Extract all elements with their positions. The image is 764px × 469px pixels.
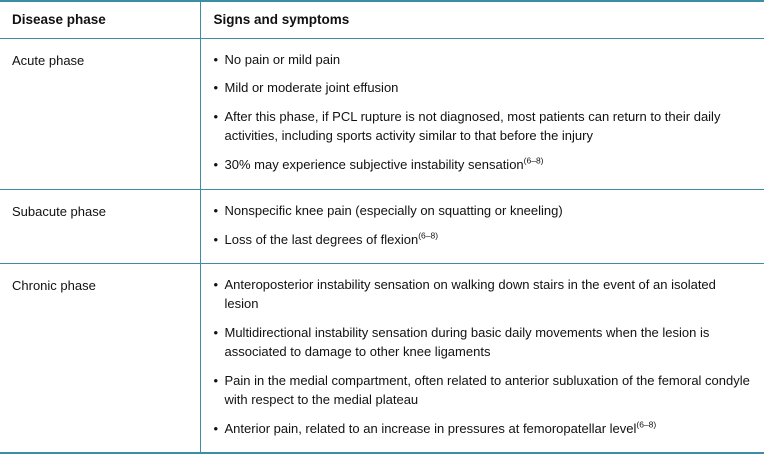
list-item — [214, 231, 751, 250]
column-header-disease-phase: Disease phase — [0, 1, 200, 38]
table-body — [0, 38, 764, 453]
table-row — [0, 189, 764, 264]
symptom-list — [214, 276, 751, 438]
list-item — [214, 108, 751, 146]
list-item — [214, 420, 751, 439]
symptom-text: Pain in the medial compartment, often related to anterior subluxation of the femoral condyle with respect to the medial plateau — [224, 372, 750, 407]
list-item — [214, 276, 751, 314]
list-item — [214, 156, 751, 175]
table-header-row — [0, 1, 764, 38]
citation-reference: (6–8) — [418, 230, 439, 241]
table-row — [0, 264, 764, 453]
symptom-text: Multidirectional instability sensation during basic daily movements when the lesion is associated to damage to other knee ligaments — [224, 325, 710, 359]
cell-signs-and-symptoms — [200, 264, 764, 453]
cell-disease-phase: Subacute phase — [0, 189, 200, 264]
column-header-signs-and-symptoms: Signs and symptoms — [200, 1, 764, 38]
symptom-text: Nonspecific knee pain (especially on squatting or kneeling) — [224, 202, 563, 218]
symptom-text: Anteroposterior instability sensation on walking down stairs in the event of an isolated lesion — [224, 277, 716, 312]
symptom-text: 30% may experience subjective instability sensation — [224, 156, 524, 172]
symptom-text: Mild or moderate joint effusion — [224, 80, 399, 96]
symptom-list — [214, 202, 751, 250]
symptom-text: Loss of the last degrees of flexion — [224, 231, 419, 247]
cell-signs-and-symptoms — [200, 38, 764, 189]
list-item — [214, 372, 751, 410]
symptom-text: No pain or mild pain — [224, 51, 341, 67]
list-item — [214, 79, 751, 98]
symptom-list — [214, 51, 751, 175]
symptom-text: Anterior pain, related to an increase in pressures at femoropatellar level — [224, 420, 637, 436]
table-header — [0, 1, 764, 38]
cell-disease-phase: Chronic phase — [0, 264, 200, 453]
cell-signs-and-symptoms — [200, 189, 764, 264]
citation-reference: (6–8) — [523, 155, 544, 166]
table-row — [0, 38, 764, 189]
symptom-text: After this phase, if PCL rupture is not diagnosed, most patients can return to their daily activities, including sports activity similar to that before the injury — [224, 109, 721, 144]
list-item — [214, 324, 751, 362]
citation-reference: (6–8) — [636, 419, 657, 430]
list-item — [214, 51, 751, 70]
list-item — [214, 202, 751, 221]
cell-disease-phase: Acute phase — [0, 38, 200, 189]
